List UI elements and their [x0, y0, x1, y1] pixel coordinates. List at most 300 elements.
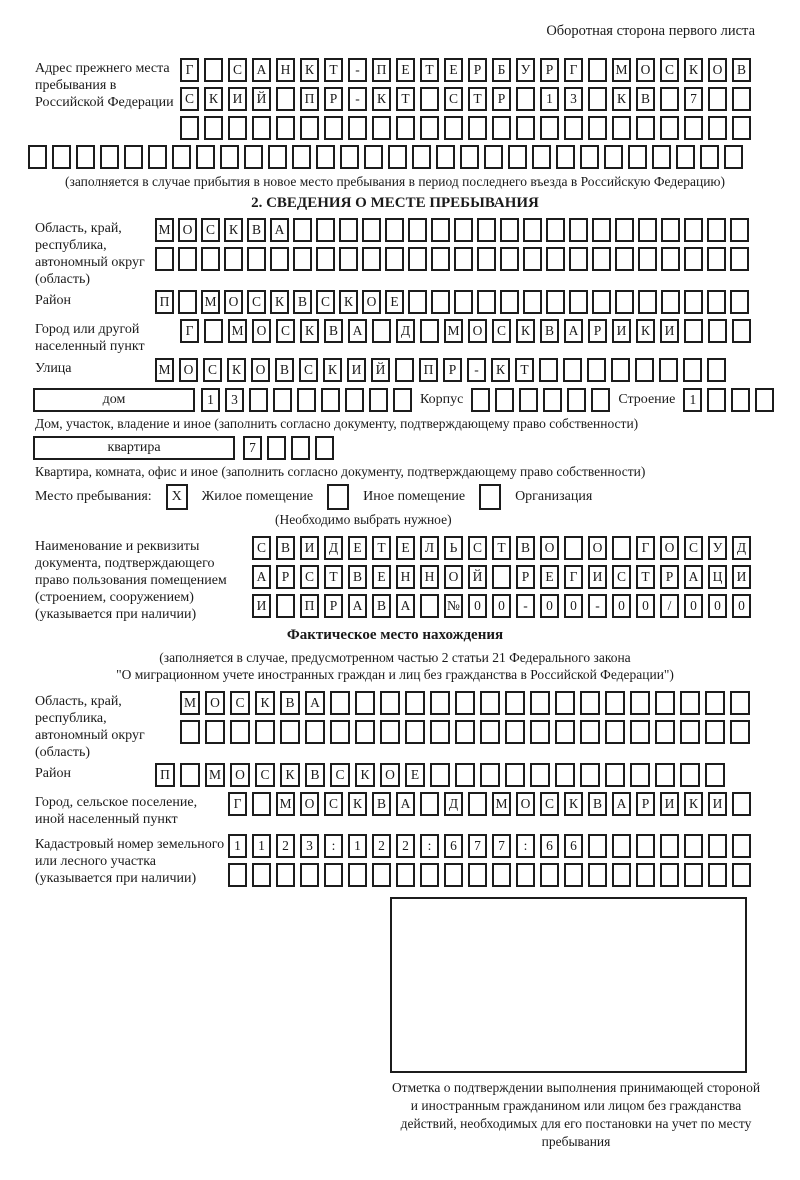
- char-box[interactable]: Г: [564, 58, 583, 82]
- checkbox-organizatsiya[interactable]: [479, 484, 501, 510]
- char-box[interactable]: Р: [516, 565, 535, 589]
- char-box[interactable]: О: [230, 763, 250, 787]
- char-box[interactable]: 3: [564, 87, 583, 111]
- char-box[interactable]: Т: [492, 536, 511, 560]
- char-box[interactable]: [380, 691, 400, 715]
- char-box[interactable]: [100, 145, 119, 169]
- char-box[interactable]: [523, 218, 542, 242]
- char-box[interactable]: 0: [732, 594, 751, 618]
- char-box[interactable]: [730, 218, 749, 242]
- char-box[interactable]: К: [339, 290, 358, 314]
- char-box[interactable]: [180, 116, 199, 140]
- char-box[interactable]: [455, 720, 475, 744]
- char-box[interactable]: [612, 536, 631, 560]
- char-box[interactable]: О: [636, 58, 655, 82]
- char-box[interactable]: Е: [405, 763, 425, 787]
- char-box[interactable]: [355, 691, 375, 715]
- char-box[interactable]: [155, 247, 174, 271]
- char-box[interactable]: [52, 145, 71, 169]
- char-box[interactable]: [661, 290, 680, 314]
- char-box[interactable]: Е: [396, 58, 415, 82]
- char-box[interactable]: [396, 116, 415, 140]
- char-box[interactable]: [249, 388, 268, 412]
- char-box[interactable]: [348, 116, 367, 140]
- char-box[interactable]: Т: [324, 565, 343, 589]
- char-box[interactable]: А: [396, 594, 415, 618]
- char-box[interactable]: [372, 319, 391, 343]
- char-box[interactable]: 0: [684, 594, 703, 618]
- char-box[interactable]: [431, 218, 450, 242]
- char-box[interactable]: [480, 720, 500, 744]
- char-box[interactable]: [615, 247, 634, 271]
- char-box[interactable]: [204, 319, 223, 343]
- char-box[interactable]: К: [372, 87, 391, 111]
- char-box[interactable]: О: [251, 358, 270, 382]
- char-box[interactable]: [680, 763, 700, 787]
- char-box[interactable]: [420, 116, 439, 140]
- char-box[interactable]: [454, 247, 473, 271]
- char-box[interactable]: [297, 388, 316, 412]
- char-box[interactable]: В: [348, 565, 367, 589]
- char-box[interactable]: -: [467, 358, 486, 382]
- char-box[interactable]: К: [348, 792, 367, 816]
- char-box[interactable]: [655, 720, 675, 744]
- char-box[interactable]: [555, 763, 575, 787]
- char-box[interactable]: [430, 763, 450, 787]
- char-box[interactable]: А: [612, 792, 631, 816]
- char-box[interactable]: С: [612, 565, 631, 589]
- char-box[interactable]: [592, 290, 611, 314]
- char-box[interactable]: -: [348, 87, 367, 111]
- char-box[interactable]: [636, 116, 655, 140]
- char-box[interactable]: [468, 863, 487, 887]
- char-box[interactable]: [178, 247, 197, 271]
- char-box[interactable]: [661, 218, 680, 242]
- char-box[interactable]: [707, 247, 726, 271]
- char-box[interactable]: [454, 218, 473, 242]
- char-box[interactable]: [172, 145, 191, 169]
- char-box[interactable]: [148, 145, 167, 169]
- char-box[interactable]: [444, 116, 463, 140]
- char-box[interactable]: [480, 691, 500, 715]
- char-box[interactable]: О: [300, 792, 319, 816]
- char-box[interactable]: П: [155, 290, 174, 314]
- char-box[interactable]: [615, 290, 634, 314]
- char-box[interactable]: С: [540, 792, 559, 816]
- char-box[interactable]: [546, 290, 565, 314]
- char-box[interactable]: О: [362, 290, 381, 314]
- char-box[interactable]: [592, 218, 611, 242]
- char-box[interactable]: 0: [612, 594, 631, 618]
- char-box[interactable]: И: [708, 792, 727, 816]
- char-box[interactable]: С: [660, 58, 679, 82]
- char-box[interactable]: П: [372, 58, 391, 82]
- char-box[interactable]: [340, 145, 359, 169]
- char-box[interactable]: [630, 691, 650, 715]
- char-box[interactable]: 0: [636, 594, 655, 618]
- char-box[interactable]: Т: [324, 58, 343, 82]
- char-box[interactable]: Н: [276, 58, 295, 82]
- char-box[interactable]: [230, 720, 250, 744]
- char-box[interactable]: [592, 247, 611, 271]
- char-box[interactable]: [636, 863, 655, 887]
- char-box[interactable]: Е: [540, 565, 559, 589]
- char-box[interactable]: Т: [515, 358, 534, 382]
- char-box[interactable]: [730, 247, 749, 271]
- char-box[interactable]: [380, 720, 400, 744]
- char-box[interactable]: В: [275, 358, 294, 382]
- char-box[interactable]: И: [252, 594, 271, 618]
- char-box[interactable]: А: [564, 319, 583, 343]
- char-box[interactable]: С: [247, 290, 266, 314]
- char-box[interactable]: Г: [180, 58, 199, 82]
- char-box[interactable]: [660, 87, 679, 111]
- char-box[interactable]: [563, 358, 582, 382]
- char-box[interactable]: И: [612, 319, 631, 343]
- char-box[interactable]: [731, 388, 750, 412]
- char-box[interactable]: К: [612, 87, 631, 111]
- char-box[interactable]: А: [396, 792, 415, 816]
- char-box[interactable]: 6: [444, 834, 463, 858]
- char-box[interactable]: В: [276, 536, 295, 560]
- char-box[interactable]: Е: [396, 536, 415, 560]
- char-box[interactable]: С: [299, 358, 318, 382]
- char-box[interactable]: С: [468, 536, 487, 560]
- char-box[interactable]: [276, 87, 295, 111]
- char-box[interactable]: [362, 218, 381, 242]
- char-box[interactable]: [635, 358, 654, 382]
- char-box[interactable]: У: [708, 536, 727, 560]
- char-box[interactable]: [372, 116, 391, 140]
- char-box[interactable]: 1: [348, 834, 367, 858]
- char-box[interactable]: [580, 763, 600, 787]
- char-box[interactable]: Е: [372, 565, 391, 589]
- char-box[interactable]: [546, 218, 565, 242]
- char-box[interactable]: [276, 116, 295, 140]
- char-box[interactable]: [732, 834, 751, 858]
- char-box[interactable]: [345, 388, 364, 412]
- char-box[interactable]: И: [732, 565, 751, 589]
- char-box[interactable]: П: [419, 358, 438, 382]
- char-box[interactable]: [730, 720, 750, 744]
- char-box[interactable]: [300, 116, 319, 140]
- char-box[interactable]: [471, 388, 490, 412]
- char-box[interactable]: [267, 436, 286, 460]
- char-box[interactable]: 7: [243, 436, 262, 460]
- char-box[interactable]: М: [180, 691, 200, 715]
- char-box[interactable]: [612, 834, 631, 858]
- char-box[interactable]: [252, 863, 271, 887]
- char-box[interactable]: С: [201, 218, 220, 242]
- char-box[interactable]: Р: [660, 565, 679, 589]
- char-box[interactable]: [324, 116, 343, 140]
- char-box[interactable]: [580, 691, 600, 715]
- char-box[interactable]: [519, 388, 538, 412]
- char-box[interactable]: Е: [444, 58, 463, 82]
- char-box[interactable]: А: [252, 565, 271, 589]
- char-box[interactable]: К: [227, 358, 246, 382]
- char-box[interactable]: [707, 218, 726, 242]
- char-box[interactable]: -: [516, 594, 535, 618]
- char-box[interactable]: :: [420, 834, 439, 858]
- char-box[interactable]: Р: [443, 358, 462, 382]
- char-box[interactable]: [244, 145, 263, 169]
- char-box[interactable]: Т: [468, 87, 487, 111]
- char-box[interactable]: [567, 388, 586, 412]
- char-box[interactable]: [315, 436, 334, 460]
- char-box[interactable]: С: [324, 792, 343, 816]
- char-box[interactable]: [305, 720, 325, 744]
- char-box[interactable]: [523, 290, 542, 314]
- char-box[interactable]: В: [293, 290, 312, 314]
- char-box[interactable]: [300, 863, 319, 887]
- char-box[interactable]: [555, 691, 575, 715]
- char-box[interactable]: С: [300, 565, 319, 589]
- char-box[interactable]: [580, 720, 600, 744]
- char-box[interactable]: М: [205, 763, 225, 787]
- char-box[interactable]: [420, 792, 439, 816]
- char-box[interactable]: [293, 218, 312, 242]
- char-box[interactable]: А: [348, 319, 367, 343]
- char-box[interactable]: [684, 218, 703, 242]
- char-box[interactable]: Р: [636, 792, 655, 816]
- char-box[interactable]: О: [179, 358, 198, 382]
- char-box[interactable]: [372, 863, 391, 887]
- char-box[interactable]: Т: [420, 58, 439, 82]
- char-box[interactable]: [700, 145, 719, 169]
- char-box[interactable]: [500, 290, 519, 314]
- char-box[interactable]: Р: [540, 58, 559, 82]
- char-box[interactable]: [530, 720, 550, 744]
- char-box[interactable]: С: [684, 536, 703, 560]
- char-box[interactable]: 1: [540, 87, 559, 111]
- char-box[interactable]: [588, 87, 607, 111]
- char-box[interactable]: Й: [252, 87, 271, 111]
- char-box[interactable]: [412, 145, 431, 169]
- char-box[interactable]: Д: [324, 536, 343, 560]
- char-box[interactable]: 1: [252, 834, 271, 858]
- char-box[interactable]: К: [300, 58, 319, 82]
- char-box[interactable]: Р: [492, 87, 511, 111]
- char-box[interactable]: М: [492, 792, 511, 816]
- char-box[interactable]: [468, 116, 487, 140]
- char-box[interactable]: 2: [276, 834, 295, 858]
- char-box[interactable]: С: [255, 763, 275, 787]
- char-box[interactable]: 2: [396, 834, 415, 858]
- char-box[interactable]: [224, 247, 243, 271]
- char-box[interactable]: [588, 58, 607, 82]
- char-box[interactable]: [468, 792, 487, 816]
- char-box[interactable]: С: [203, 358, 222, 382]
- char-box[interactable]: [484, 145, 503, 169]
- char-box[interactable]: [532, 145, 551, 169]
- char-box[interactable]: [293, 247, 312, 271]
- char-box[interactable]: [569, 290, 588, 314]
- char-box[interactable]: О: [380, 763, 400, 787]
- char-box[interactable]: [180, 720, 200, 744]
- char-box[interactable]: 2: [372, 834, 391, 858]
- char-box[interactable]: [543, 388, 562, 412]
- char-box[interactable]: 7: [468, 834, 487, 858]
- char-box[interactable]: И: [228, 87, 247, 111]
- char-box[interactable]: 7: [684, 87, 703, 111]
- char-box[interactable]: Р: [588, 319, 607, 343]
- char-box[interactable]: [420, 863, 439, 887]
- char-box[interactable]: [660, 863, 679, 887]
- char-box[interactable]: [684, 863, 703, 887]
- char-box[interactable]: [732, 319, 751, 343]
- char-box[interactable]: В: [372, 594, 391, 618]
- char-box[interactable]: [492, 116, 511, 140]
- char-box[interactable]: [420, 594, 439, 618]
- char-box[interactable]: О: [588, 536, 607, 560]
- char-box[interactable]: Е: [385, 290, 404, 314]
- char-box[interactable]: [405, 691, 425, 715]
- char-box[interactable]: [732, 87, 751, 111]
- char-box[interactable]: А: [270, 218, 289, 242]
- char-box[interactable]: С: [228, 58, 247, 82]
- char-box[interactable]: 0: [564, 594, 583, 618]
- char-box[interactable]: Р: [468, 58, 487, 82]
- char-box[interactable]: [405, 720, 425, 744]
- char-box[interactable]: [730, 691, 750, 715]
- char-box[interactable]: [270, 247, 289, 271]
- char-box[interactable]: [564, 116, 583, 140]
- char-box[interactable]: В: [516, 536, 535, 560]
- char-box[interactable]: О: [205, 691, 225, 715]
- char-box[interactable]: -: [588, 594, 607, 618]
- char-box[interactable]: [321, 388, 340, 412]
- char-box[interactable]: [539, 358, 558, 382]
- char-box[interactable]: [611, 358, 630, 382]
- char-box[interactable]: М: [201, 290, 220, 314]
- char-box[interactable]: Л: [420, 536, 439, 560]
- char-box[interactable]: [732, 116, 751, 140]
- char-box[interactable]: [180, 763, 200, 787]
- char-box[interactable]: [684, 247, 703, 271]
- char-box[interactable]: [708, 319, 727, 343]
- char-box[interactable]: [655, 691, 675, 715]
- char-box[interactable]: [388, 145, 407, 169]
- char-box[interactable]: А: [684, 565, 703, 589]
- char-box[interactable]: [492, 565, 511, 589]
- char-box[interactable]: И: [347, 358, 366, 382]
- char-box[interactable]: [408, 247, 427, 271]
- char-box[interactable]: [708, 863, 727, 887]
- char-box[interactable]: О: [540, 536, 559, 560]
- char-box[interactable]: К: [270, 290, 289, 314]
- char-box[interactable]: [591, 388, 610, 412]
- char-box[interactable]: [276, 594, 295, 618]
- char-box[interactable]: [348, 863, 367, 887]
- char-box[interactable]: Й: [371, 358, 390, 382]
- char-box[interactable]: 1: [228, 834, 247, 858]
- char-box[interactable]: [708, 116, 727, 140]
- char-box[interactable]: [556, 145, 575, 169]
- char-box[interactable]: [655, 763, 675, 787]
- char-box[interactable]: [588, 863, 607, 887]
- char-box[interactable]: [612, 116, 631, 140]
- char-box[interactable]: С: [252, 536, 271, 560]
- char-box[interactable]: Д: [732, 536, 751, 560]
- char-box[interactable]: [330, 691, 350, 715]
- char-box[interactable]: В: [324, 319, 343, 343]
- char-box[interactable]: [516, 863, 535, 887]
- char-box[interactable]: К: [516, 319, 535, 343]
- char-box[interactable]: Т: [636, 565, 655, 589]
- char-box[interactable]: С: [180, 87, 199, 111]
- char-box[interactable]: К: [636, 319, 655, 343]
- char-box[interactable]: [705, 691, 725, 715]
- char-box[interactable]: [252, 792, 271, 816]
- char-box[interactable]: Д: [444, 792, 463, 816]
- char-box[interactable]: [684, 290, 703, 314]
- char-box[interactable]: [604, 145, 623, 169]
- char-box[interactable]: [652, 145, 671, 169]
- char-box[interactable]: [124, 145, 143, 169]
- char-box[interactable]: Ь: [444, 536, 463, 560]
- char-box[interactable]: [316, 247, 335, 271]
- char-box[interactable]: [500, 247, 519, 271]
- char-box[interactable]: [316, 145, 335, 169]
- char-box[interactable]: /: [660, 594, 679, 618]
- char-box[interactable]: [252, 116, 271, 140]
- char-box[interactable]: М: [276, 792, 295, 816]
- char-box[interactable]: [732, 863, 751, 887]
- char-box[interactable]: [683, 358, 702, 382]
- char-box[interactable]: П: [300, 594, 319, 618]
- char-box[interactable]: 1: [201, 388, 220, 412]
- char-box[interactable]: К: [684, 792, 703, 816]
- char-box[interactable]: В: [636, 87, 655, 111]
- char-box[interactable]: П: [300, 87, 319, 111]
- char-box[interactable]: [355, 720, 375, 744]
- char-box[interactable]: [508, 145, 527, 169]
- char-box[interactable]: [255, 720, 275, 744]
- char-box[interactable]: [480, 763, 500, 787]
- char-box[interactable]: [516, 87, 535, 111]
- char-box[interactable]: [204, 58, 223, 82]
- char-box[interactable]: [707, 358, 726, 382]
- char-box[interactable]: [684, 319, 703, 343]
- char-box[interactable]: Н: [396, 565, 415, 589]
- char-box[interactable]: М: [155, 218, 174, 242]
- char-box[interactable]: [292, 145, 311, 169]
- char-box[interactable]: С: [316, 290, 335, 314]
- char-box[interactable]: [247, 247, 266, 271]
- char-box[interactable]: П: [155, 763, 175, 787]
- char-box[interactable]: [324, 863, 343, 887]
- char-box[interactable]: И: [660, 792, 679, 816]
- char-box[interactable]: С: [444, 87, 463, 111]
- char-box[interactable]: [460, 145, 479, 169]
- char-box[interactable]: Н: [420, 565, 439, 589]
- char-box[interactable]: [724, 145, 743, 169]
- char-box[interactable]: [28, 145, 47, 169]
- char-box[interactable]: [612, 863, 631, 887]
- char-box[interactable]: М: [612, 58, 631, 82]
- char-box[interactable]: А: [305, 691, 325, 715]
- char-box[interactable]: В: [732, 58, 751, 82]
- char-box[interactable]: [540, 863, 559, 887]
- char-box[interactable]: [638, 218, 657, 242]
- char-box[interactable]: М: [155, 358, 174, 382]
- char-box[interactable]: В: [588, 792, 607, 816]
- char-box[interactable]: [436, 145, 455, 169]
- char-box[interactable]: С: [330, 763, 350, 787]
- char-box[interactable]: Г: [180, 319, 199, 343]
- char-box[interactable]: [430, 720, 450, 744]
